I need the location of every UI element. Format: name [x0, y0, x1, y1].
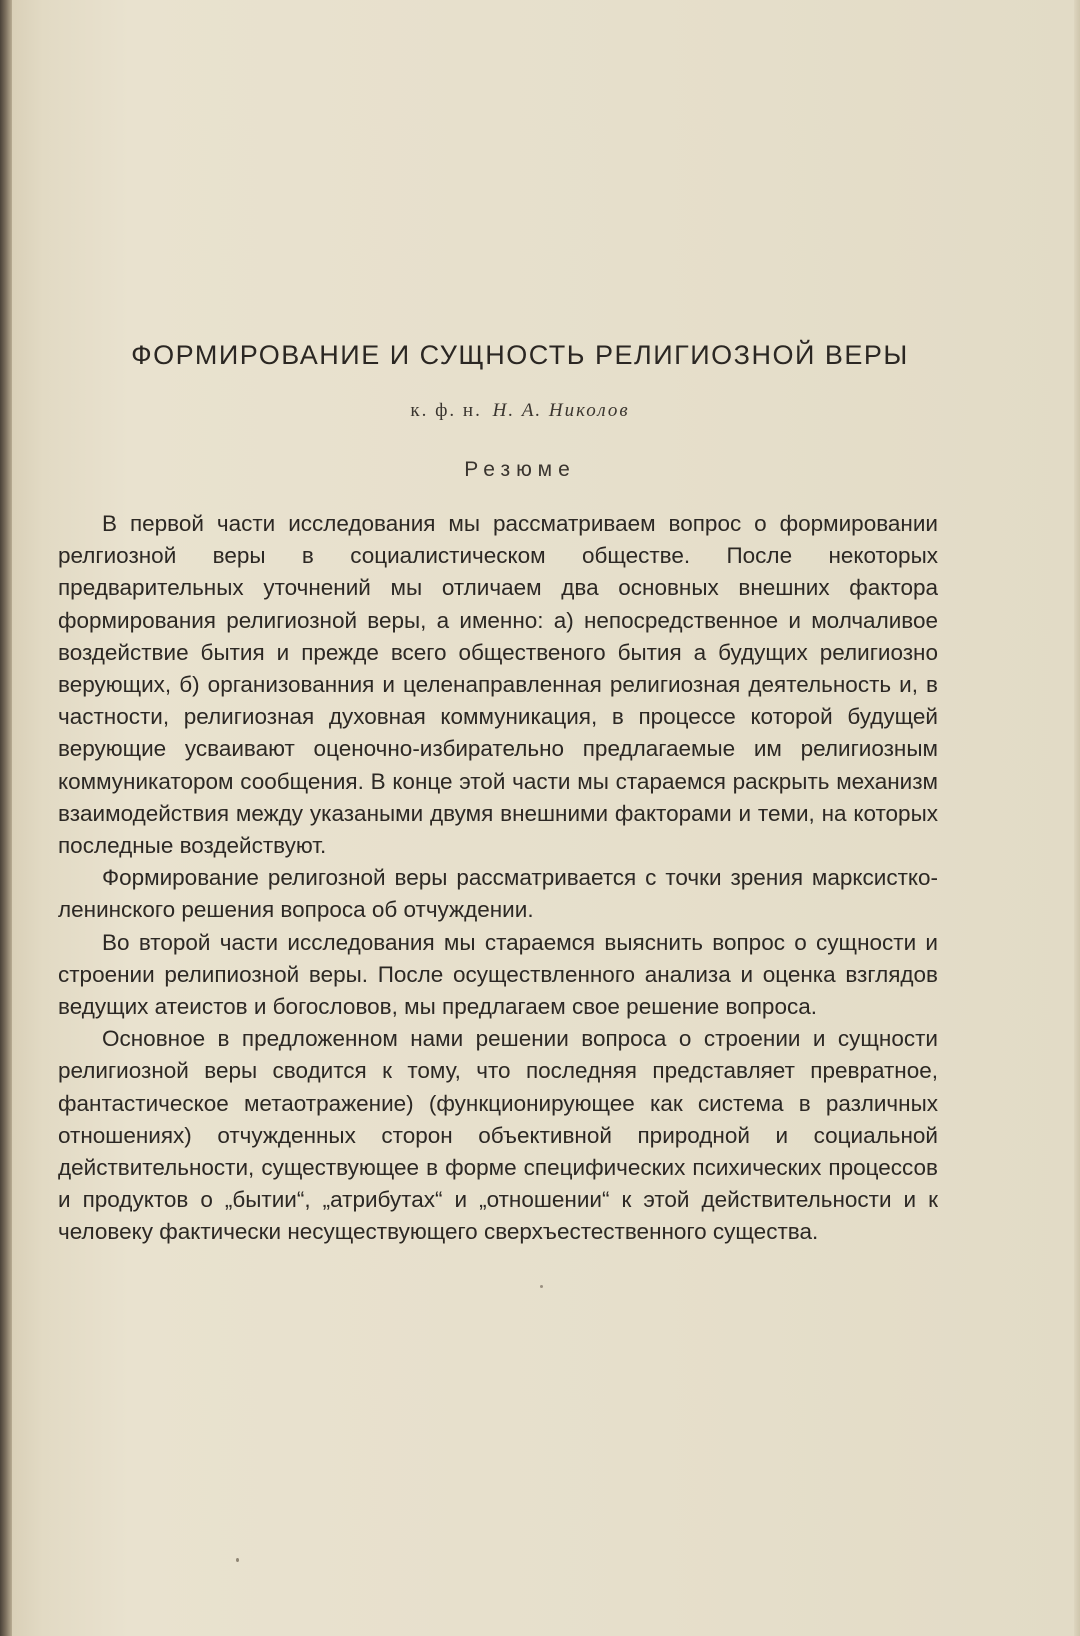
- author-name: Н. А. Николов: [492, 400, 630, 421]
- paragraph-4: Основное в предложенном нами решении вопроса о строении и сущности религиозной веры сводится к тому, что последняя представляет превратное, фантастическое метаотражение) (функционирующее как система в различных отношениях) отчужденных сторон объективной природной и социальной действительности, существующее в форме специфических психических процессов и продуктов о „бытии“, „атрибутах“ и „отношении“ к этой действительности и к человеку фактически несуществующего сверхъестественного существа.: [58, 1026, 938, 1245]
- summary-body: [58, 508, 938, 1249]
- paper-speck: [236, 1558, 239, 1562]
- author-degree: к. ф. н.: [410, 400, 482, 421]
- book-spine-shadow: [0, 0, 12, 1636]
- paragraph-2: Формирование религозной веры рассматривается с точки зрения марксистко-ленинского решения вопроса об отчуждении.: [58, 865, 938, 923]
- paragraph-1: В первой части исследования мы рассматриваем вопрос о формировании релгиозной веры в социалистическом обществе. После некоторых предварительных уточнений мы отличаем два основных внешних фактора формирования религиозной веры, а именно: а) непосредственное и молчаливое воздействие бытия и прежде всего общественого бытия а будущих религиозно верующих, б) организованния и целенаправленная религиозная деятельность и, в частности, религиозная духовная коммуникация, в процессе которой будущей верующие усваивают оценочно-избирательно предлагаемые им религиозным коммуникатором сообщения. В конце этой части мы стараемся раскрыть механизм взаимодействия между указаными двумя внешними факторами и теми, на которых последные воздействуют.: [58, 511, 938, 859]
- author-line: [60, 400, 980, 422]
- paragraph-3: Во второй части исследования мы стараемся выяснить вопрос о сущности и строении релипиозной веры. После осуществленного анализа и оценка взглядов ведущих атеистов и богословов, мы предлагаем свое решение вопроса.: [58, 929, 938, 1020]
- summary-heading: Резюме: [464, 458, 576, 481]
- page-edge: [1074, 0, 1080, 1636]
- paper-speck: [540, 1285, 543, 1288]
- article-title: ФОРМИРОВАНИЕ И СУЩНОСТЬ РЕЛИГИОЗНОЙ ВЕРЫ: [131, 340, 909, 370]
